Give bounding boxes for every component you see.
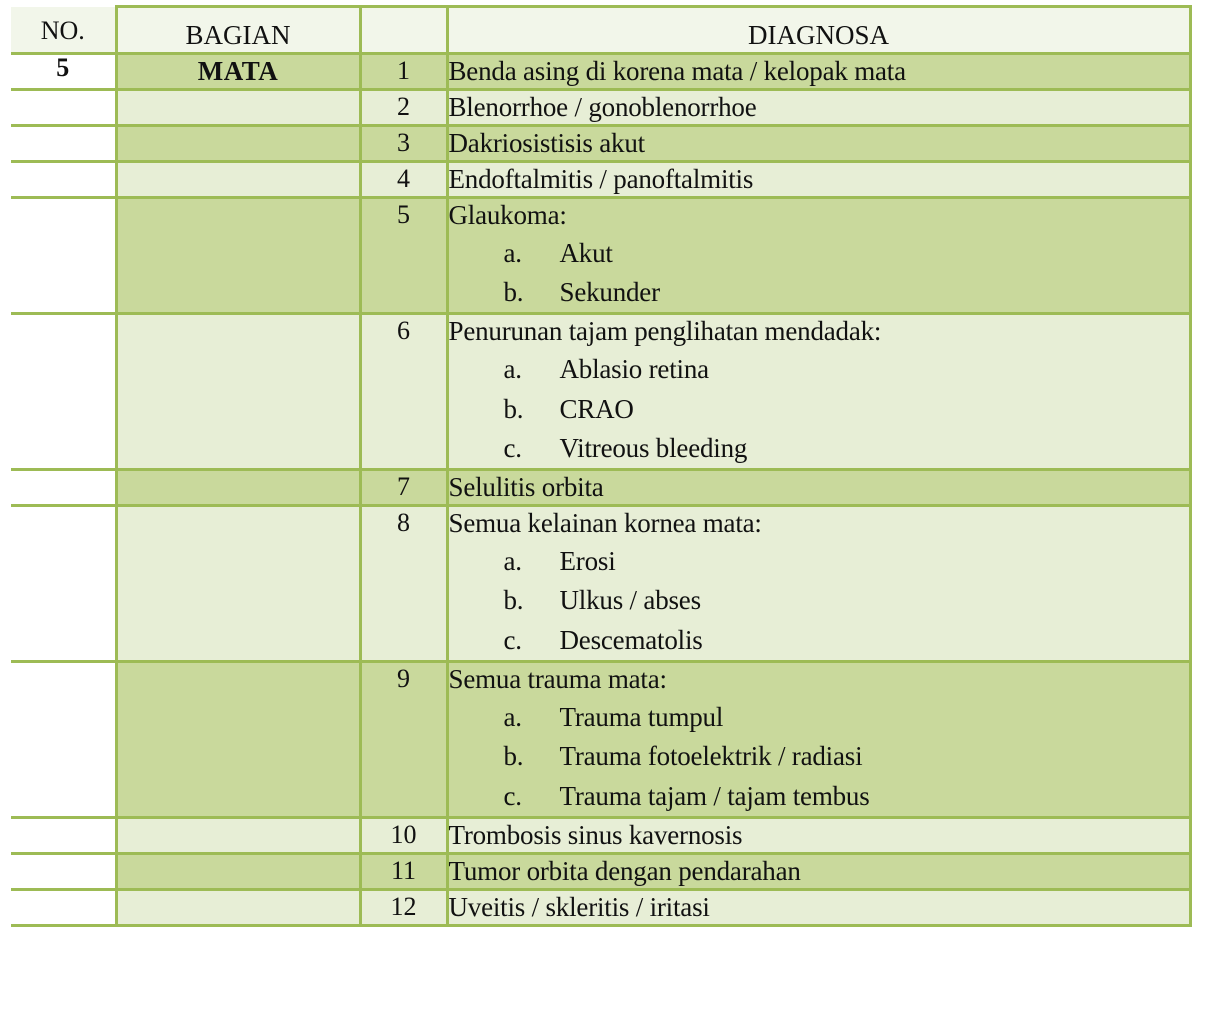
table-row [11, 853, 1190, 889]
row-number: 5 [360, 197, 447, 314]
table-row [11, 506, 1190, 662]
diagnosis-title: Glaukoma: [448, 199, 567, 230]
table-row [11, 53, 1190, 89]
subitem-text: Trauma tumpul [559, 702, 724, 732]
subitem-text: Trauma tajam / tajam tembus [559, 780, 870, 811]
diagnosis-subitem [449, 581, 1189, 620]
row-number: 7 [360, 470, 447, 506]
row-number: 2 [360, 89, 447, 125]
diagnosis-cell [447, 853, 1190, 889]
bagian-cell-empty [116, 853, 360, 889]
column-header-number [360, 7, 447, 54]
diagnosis-sublist [449, 542, 1189, 660]
diagnosis-subitem [449, 273, 1189, 312]
no-cell-empty [11, 197, 116, 314]
table-row [11, 161, 1190, 197]
table-row [11, 89, 1190, 125]
diagnosis-subitem [449, 390, 1189, 429]
table-row [11, 197, 1190, 314]
column-header-bagian: BAGIAN [116, 7, 360, 54]
diagnosis-subitem [449, 777, 1189, 816]
diagnosis-cell [447, 125, 1190, 161]
bagian-cell-empty [116, 889, 360, 925]
bagian-cell-empty [116, 314, 360, 470]
diagnosis-cell [447, 89, 1190, 125]
subitem-text: Akut [559, 237, 613, 268]
table-body [11, 7, 1190, 926]
no-cell-empty [11, 889, 116, 925]
diagnosis-cell [447, 662, 1190, 818]
no-cell-empty [11, 662, 116, 818]
table-row [11, 125, 1190, 161]
subitem-marker: a. [503, 354, 522, 385]
bagian-cell-empty [116, 89, 360, 125]
subitem-text: Sekunder [559, 276, 660, 307]
subitem-text: Trauma fotoelektrik / radiasi [559, 741, 863, 772]
row-number: 11 [360, 853, 447, 889]
diagnosis-title: Tumor orbita dengan pendarahan [448, 855, 801, 886]
section-bagian: MATA [116, 53, 360, 89]
diagnosis-cell [447, 470, 1190, 506]
row-number: 1 [360, 53, 447, 89]
diagnosis-subitem [449, 429, 1189, 468]
diagnosis-title: Semua trauma mata: [448, 664, 667, 695]
diagnosis-cell [447, 161, 1190, 197]
no-cell-empty [11, 314, 116, 470]
subitem-marker: b. [503, 393, 524, 424]
bagian-cell-empty [116, 506, 360, 662]
table-row [11, 817, 1190, 853]
bagian-cell-empty [116, 662, 360, 818]
diagnosis-title: Dakriosistisis akut [448, 127, 645, 158]
subitem-marker: c. [503, 624, 522, 655]
no-cell-empty [11, 853, 116, 889]
diagnosis-title: Benda asing di korena mata / kelopak mata [448, 55, 906, 86]
diagnosis-sublist [449, 698, 1189, 816]
diagnosis-title: Trombosis sinus kavernosis [448, 819, 743, 850]
diagnosis-subitem [449, 698, 1189, 737]
subitem-marker: b. [503, 741, 524, 772]
table-row [11, 314, 1190, 470]
row-number: 3 [360, 125, 447, 161]
bagian-cell-empty [116, 197, 360, 314]
subitem-marker: b. [503, 276, 524, 307]
table-row [11, 662, 1190, 818]
bagian-cell-empty [116, 470, 360, 506]
table-row [11, 889, 1190, 925]
diagnosis-subitem [449, 621, 1189, 660]
diagnosis-subitem [449, 542, 1189, 581]
subitem-marker: c. [503, 432, 522, 463]
column-header-diagnosa: DIAGNOSA [447, 7, 1190, 54]
subitem-text: Vitreous bleeding [559, 432, 748, 463]
diagnosis-sublist [449, 234, 1189, 313]
subitem-text: Descematolis [559, 624, 703, 655]
diagnosis-cell [447, 314, 1190, 470]
bagian-cell-empty [116, 817, 360, 853]
diagnosis-subitem [449, 737, 1189, 776]
diagnosis-cell [447, 197, 1190, 314]
diagnosis-cell [447, 817, 1190, 853]
diagnosis-cell [447, 53, 1190, 89]
no-cell-empty [11, 817, 116, 853]
diagnosis-subitem [449, 234, 1189, 273]
row-number: 4 [360, 161, 447, 197]
diagnosis-table [11, 5, 1192, 927]
diagnosis-sublist [449, 350, 1189, 468]
subitem-text: CRAO [559, 393, 634, 424]
subitem-marker: b. [503, 585, 524, 616]
bagian-cell-empty [116, 161, 360, 197]
no-cell-empty [11, 125, 116, 161]
subitem-marker: a. [503, 702, 522, 732]
section-no: 5 [11, 53, 116, 89]
column-header-no: NO. [11, 7, 116, 54]
subitem-marker: c. [503, 780, 522, 811]
table-row [11, 470, 1190, 506]
diagnosis-title: Blenorrhoe / gonoblenorrhoe [448, 91, 757, 122]
diagnosis-title: Endoftalmitis / panoftalmitis [448, 163, 754, 194]
subitem-text: Erosi [559, 546, 616, 577]
diagnosis-subitem [449, 350, 1189, 389]
diagnosis-title: Selulitis orbita [448, 472, 604, 503]
row-number: 6 [360, 314, 447, 470]
row-number: 8 [360, 506, 447, 662]
diagnosis-cell [447, 889, 1190, 925]
table-header-row [11, 7, 1190, 54]
diagnosis-title: Uveitis / skleritis / iritasi [448, 891, 710, 922]
bagian-cell-empty [116, 125, 360, 161]
row-number: 9 [360, 662, 447, 818]
diagnosis-title: Penurunan tajam penglihatan mendadak: [448, 316, 882, 347]
no-cell-empty [11, 89, 116, 125]
subitem-text: Ulkus / abses [559, 585, 701, 616]
row-number: 12 [360, 889, 447, 925]
no-cell-empty [11, 470, 116, 506]
no-cell-empty [11, 161, 116, 197]
subitem-marker: a. [503, 546, 522, 577]
no-cell-empty [11, 506, 116, 662]
diagnosis-cell [447, 506, 1190, 662]
subitem-marker: a. [503, 237, 522, 268]
row-number: 10 [360, 817, 447, 853]
diagnosis-title: Semua kelainan kornea mata: [448, 508, 762, 539]
subitem-text: Ablasio retina [559, 354, 709, 385]
